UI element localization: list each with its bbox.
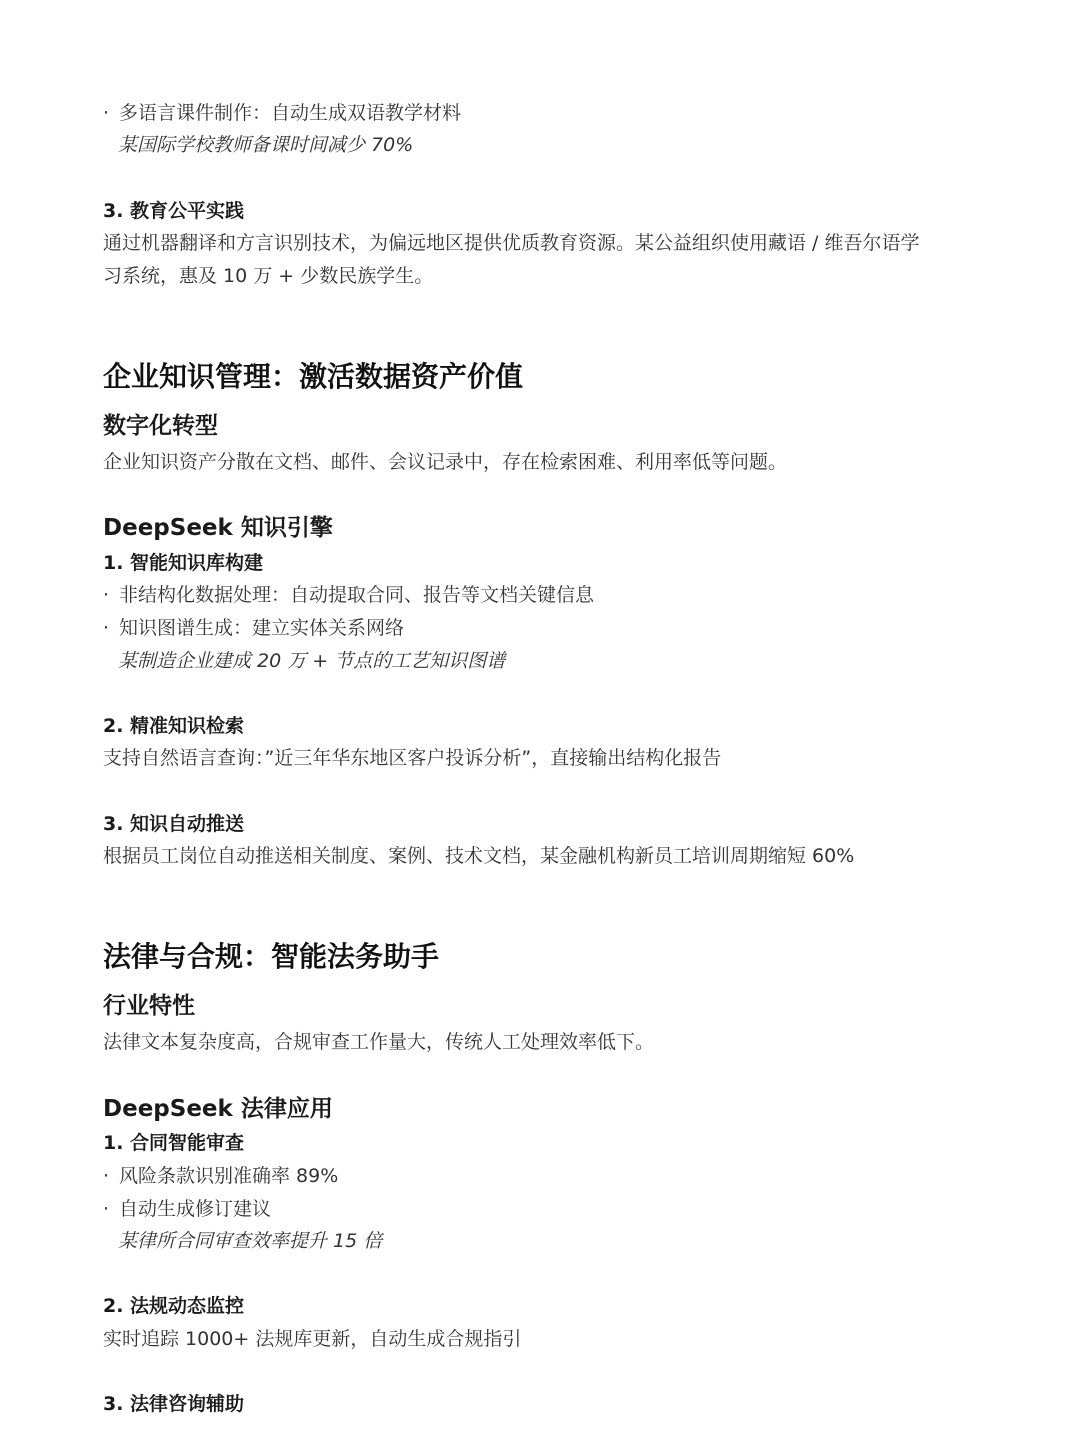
- section-title-enterprise: 企业知识管理：激活数据资产价值: [103, 360, 524, 393]
- heading-contract-review: 1. 合同智能审查: [103, 1132, 245, 1154]
- example-knowledge-graph: 某制造企业建成 20 万 + 节点的工艺知识图谱: [118, 650, 506, 672]
- bullet-text: 多语言课件制作：自动生成双语教学材料: [119, 102, 462, 124]
- text-education-equity-line1: 通过机器翻译和方言识别技术，为偏远地区提供优质教育资源。某公益组织使用藏语 / 维吾尔语学: [103, 232, 920, 254]
- text-education-equity-line2: 习系统，惠及 10 万 + 少数民族学生。: [103, 265, 434, 287]
- heading-legal-consult: 3. 法律咨询辅助: [103, 1393, 245, 1415]
- section-title-legal: 法律与合规：智能法务助手: [103, 940, 440, 973]
- bullet-text: 自动生成修订建议: [119, 1198, 272, 1220]
- heading-regulation-monitor: 2. 法规动态监控: [103, 1295, 245, 1317]
- bullet-text: 非结构化数据处理：自动提取合同、报告等文档关键信息: [119, 584, 595, 606]
- bullet-dot: ·: [103, 102, 110, 124]
- bullet-dot: ·: [103, 1165, 110, 1187]
- bullet-risk-accuracy: [103, 1160, 338, 1192]
- bullet-revision-suggestions: [103, 1193, 271, 1225]
- heading-legal-app: DeepSeek 法律应用: [103, 1096, 333, 1122]
- example-multilang: 某国际学校教师备课时间减少 70%: [118, 134, 414, 156]
- heading-digital-transformation: 数字化转型: [103, 413, 218, 439]
- heading-industry-traits: 行业特性: [103, 993, 195, 1019]
- bullet-knowledge-graph: [103, 612, 404, 644]
- heading-education-equity: 3. 教育公平实践: [103, 200, 245, 222]
- bullet-text: 风险条款识别准确率 89%: [119, 1165, 339, 1187]
- bullet-unstructured-data: [103, 579, 594, 611]
- bullet-dot: ·: [103, 617, 110, 639]
- heading-knowledge-engine: DeepSeek 知识引擎: [103, 515, 333, 541]
- bullet-dot: ·: [103, 584, 110, 606]
- text-regulation-monitor: 实时追踪 1000+ 法规库更新，自动生成合规指引: [103, 1328, 522, 1350]
- heading-auto-push: 3. 知识自动推送: [103, 813, 245, 835]
- text-digital-transformation: 企业知识资产分散在文档、邮件、会议记录中，存在检索困难、利用率低等问题。: [103, 451, 788, 473]
- bullet-text: 知识图谱生成：建立实体关系网络: [119, 617, 405, 639]
- bullet-dot: ·: [103, 1198, 110, 1220]
- text-precise-retrieval: 支持自然语言查询：”近三年华东地区客户投诉分析”，直接输出结构化报告: [103, 747, 722, 769]
- text-auto-push: 根据员工岗位自动推送相关制度、案例、技术文档，某金融机构新员工培训周期缩短 60%: [103, 845, 855, 867]
- heading-precise-retrieval: 2. 精准知识检索: [103, 715, 245, 737]
- heading-knowledge-base: 1. 智能知识库构建: [103, 552, 264, 574]
- text-industry-traits: 法律文本复杂度高，合规审查工作量大，传统人工处理效率低下。: [103, 1031, 655, 1053]
- example-law-firm: 某律所合同审查效率提升 15 倍: [118, 1230, 383, 1252]
- bullet-multilang-courseware: [103, 97, 461, 129]
